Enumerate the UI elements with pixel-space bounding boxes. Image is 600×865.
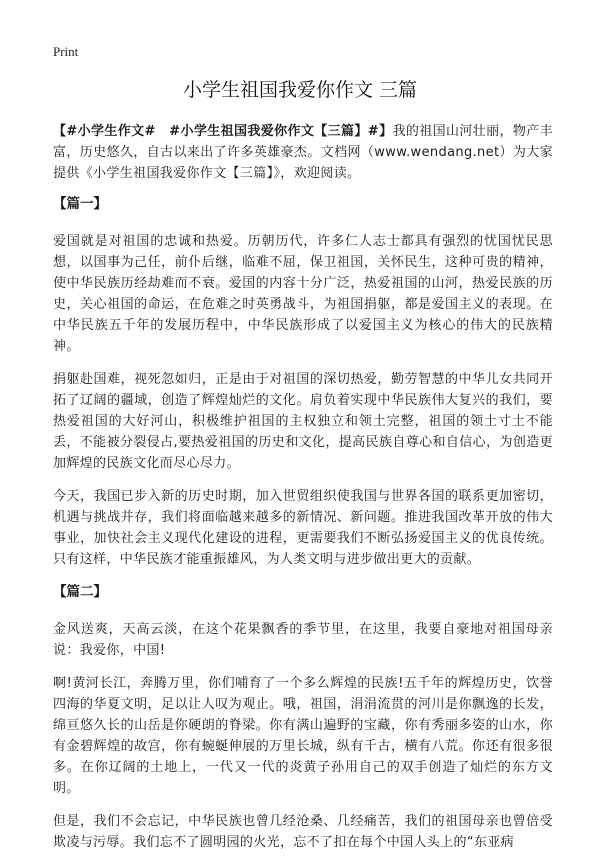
article-body xyxy=(53,121,553,865)
paragraph: 金风送爽，天高云淡，在这个花果飘香的季节里，在这里，我要自豪地对祖国母亲说：我爱你，中国! xyxy=(53,622,553,658)
paragraph: 今天，我国已步入新的历史时期，加入世贸组织使我国与世界各国的联系更加密切，机遇与挑战并存，我们将面临越来越多的新情况、新问题。推进我国改革开放的伟大事业，加快社会主义现代化建设的进程，更需要我们不断弘扬爱国主义的优良传统。只有这样，中华民族才能重振雄风，为人类文明与进步做出更大的贡献。 xyxy=(53,489,553,567)
paragraph: 捐躯赴国难，视死忽如归，正是由于对祖国的深切热爱，勤劳智慧的中华儿女共同开拓了辽阔的疆域，创造了辉煌灿烂的文化。肩负着实现中华民族伟大复兴的我们，要热爱祖国的大好河山，积极维护祖国的主权独立和领土完整，祖国的领土寸土不能丢，不能被分裂侵占,要热爱祖国的历史和文化，提高民族自尊心和自信心，为创造更加辉煌的民族文化而尽心尽力。 xyxy=(53,372,553,471)
intro-tags: 【#小学生作文# #小学生祖国我爱你作文【三篇】#】 xyxy=(53,124,393,139)
paragraph: 爱国就是对祖国的忠诚和热爱。历朝历代，许多仁人志士都具有强烈的忧国忧民思想，以国事为己任，前仆后继，临难不屈，保卫祖国，关怀民生，这种可贵的精神，使中华民族历经劫难而不衰。爱国的内容十分广泛，热爱祖国的山河，热爱民族的历史，关心祖国的命运，在危难之时英勇战斗，为祖国捐躯，都是爱国主义的表现。在中华民族五千年的发展历程中，中华民族形成了以爱国主义为核心的伟大的民族精神。 xyxy=(53,234,553,354)
intro-paragraph xyxy=(53,121,553,184)
intro-text: 我的祖国山河壮丽，物产丰富，历史悠久，自古以来出了许多英雄豪杰。文档网（www.wendang.net）为大家提供《小学生祖国我爱你作文【三篇】》，欢迎阅读。 xyxy=(53,124,554,181)
print-label: Print xyxy=(53,44,79,59)
paragraph: 啊!黄河长江，奔腾万里，你们哺育了一个多么辉煌的民族!五千年的辉煌历史，饮誉四海的华夏文明，足以让人叹为观止。哦，祖国，涓涓流贯的河川是你飘逸的长发，绵亘悠久长的山岳是你硬朗的脊梁。你有满山遍野的宝藏，你有秀丽多姿的山水，你有金碧辉煌的故宫，你有蜿蜒伸展的万里长城，纵有千古，横有八荒。你还有很多很多。在你辽阔的土地上，一代又一代的炎黄子孙用自己的双手创造了灿烂的东方文明。 xyxy=(53,676,553,796)
page-title: 小学生祖国我爱你作文 三篇 xyxy=(182,79,418,101)
section-heading-2: 【篇二】 xyxy=(53,584,107,600)
paragraph: 但是，我们不会忘记，中华民族也曾几经沧桑、几经痛苦，我们的祖国母亲也曾倍受欺凌与污辱。我们忘不了圆明园的火光，忘不了扣在每个中国人头上的“东亚病 xyxy=(53,814,553,850)
section-heading-1: 【篇一】 xyxy=(53,196,107,212)
